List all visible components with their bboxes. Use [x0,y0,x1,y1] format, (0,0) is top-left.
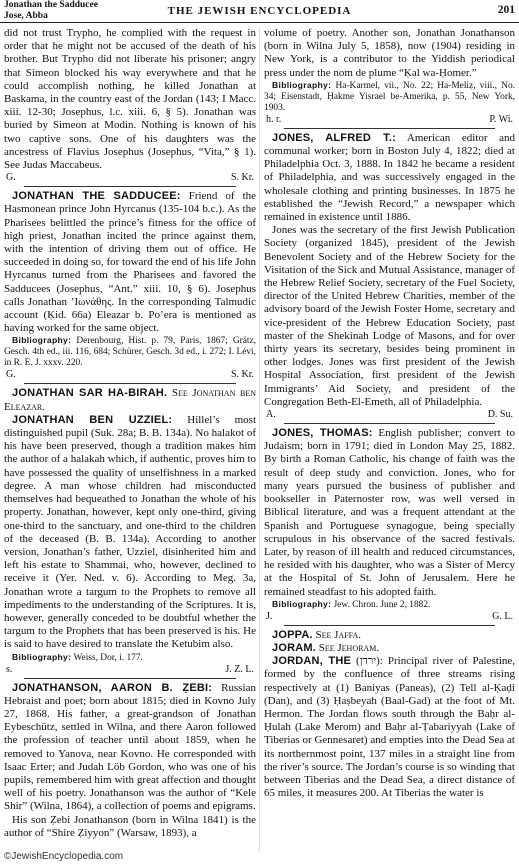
signature-line [264,114,515,126]
bibliography-text: Weiss, Dor, i. 177. [71,652,143,663]
bibliography-label: Bibliography: [12,651,72,662]
signature-class: h. r. [266,113,282,125]
signature-line [4,369,256,381]
entry-headword: JORDAN, THE [272,655,352,668]
signature-line [264,611,515,623]
bibliography-label: Bibliography: [272,79,332,90]
bibliography [4,652,256,664]
right-column [264,27,515,851]
signature-author: S. Kr. [230,369,254,381]
entry-text: Friend of the Hasmonean prince John Hyrcanus (135-104 b.c.). As the Pharisees belittled the prince’s fitness for the office of high priest, Jonathan incited the prince against them, with the intention of driving them out of office. He succeeded in doing so, for toward the end of his life John Hyrcanus turned from the Pharisees and favored the Sadducees (Josephus, “Ant.” xiii. 10, § 6). Josephus calls Jonathan ’Ιωνάθης. In the corresponding Talmudic account (Ḳid. 66a) Eleazar b. Po’era is mentioned as having worked for the same object. [4,190,256,335]
entry-headword: JONATHANSON, AARON B. ẒEBI: [12,681,213,694]
entry-headword: JONATHAN BEN UZZIEL: [12,413,173,426]
entry-text: See Jaffa. [312,628,362,641]
entry-headword: JONES, THOMAS: [272,427,373,440]
entry-separator [24,383,236,384]
entry-separator [24,186,236,187]
signature-class: G. [6,172,16,184]
site-credit: ©JewishEncyclopedia.com [4,851,124,862]
entry-headword: JONATHAN THE SADDUCEE: [12,190,181,203]
entry-text: See Jehoram. [315,641,380,654]
entry-separator [284,423,495,424]
entry-joram [264,642,515,655]
running-head-last: Jose, Abba [4,10,48,21]
bibliography-text: Jew. Chron. June 2, 1882. [331,599,431,610]
signature-class: G. [6,369,16,381]
column-divider [259,27,260,851]
bibliography-label: Bibliography: [12,335,72,346]
signature-class: A. [266,409,276,421]
paragraph: Jones was the secretary of the first Jewish Publication Society (organized 1845), president of the Jewish Benevolent Society and of the Hebrew Society for the Visitation of the Sick and Mutual Assistance, manager of the Hebrew Relief Society, secretary of the Fuel Society, director of the United Hebrew Charities, member of the advisory board of the Jewish Foster Home, secretary and vice-president of the Hebrew Education Society, past master of the Shekinah Lodge of Masons, and for over thirty years its secretary, besides being prominent in other lodges. Jones was first president of the Jewish Hospital Association, first president of the Jewish Immigrants’ Aid Society, and president of the Congregation Beth-El-Emeth, all of Philadelphia. [264,224,515,408]
page-number: 201 [497,4,515,16]
entry-jones-thomas [264,427,515,599]
entry-text: English publisher; convert to Judaism; born in 1791; died in London May 25, 1882. By birth a Roman Catholic, his change of faith was the result of deep study and conviction. Jones, who for many years pursued the business of publisher and bookseller in Paternoster row, was well versed in Biblical literature, and was a frequent attendant at the Spanish and Portuguese synagogue, being specially scrupulous in his observance of the sacred festivals. Later, by reason of ill health and reduced circumstances, he resided with his daughter, who was a Sister of Mercy at the Hospital of St. John of Jerusalem. Here he remained steadfast to his adopted faith. [264,427,515,598]
entry-separator [24,678,236,679]
entry-separator [284,128,495,129]
entry-jonathan-ben-uzziel [4,414,256,652]
signature-author: D. Su. [487,409,513,421]
entry-text: Hillel’s most distinguished pupil (Suk. 28a; B. B. 134a). No halakot of his have been preserved, though a tradition makes him the author of a halakah which, if authentic, proves him to have possessed the quality of unselfishness in a marked degree. A man whose children had misconducted themselves had bequeathed to Jonathan the whole of his property. Jonathan, however, kept only one-third, giving one-third to the sanctuary, and one-third to the children of the deceased (B. B. 134a). According to another version, Jonathan’s father, Uzziel, disinherited him and left his estate to Shammai, who, however, declined to receive it (Yer. Ned. v. 6). According to Meg. 3a, Jonathan wrote a targum to the Prophets to remove all impediments to the understanding of the Scriptures. It is, however, generally conceded to be doubtful whether the targum to the Prophets that has been preserved is his. He is said to have desired to translate the Ketubim also. [4,413,256,651]
entry-headword: JONES, ALFRED T.: [272,131,396,144]
running-head-first: Jonathan the Sadducee [4,0,98,10]
signature-class: s. [6,663,13,675]
entry-separator [284,625,495,626]
entry-text: Principal river of Palestine, formed by the confluence of three streams rising respectively at (1) Baniyas (Paneas), (2) Tell al-Ḳaḍi (Dan), and (3) Ḥaṣbeyah (Baal-Gad) at the foot of Mt. Hermon. The Jordan flows south through the Baḥr al-Ḥulah (Lake Merom) and Baḥr al-Ṭabariyyah (Lake of Tiberias or Gennesaret) and empties into the Dead Sea at its northernmost point, 137 miles in a straight line from the river’s source. The Jordan’s course is so winding that between Tiberias and the Dead Sea, a direct distance of 65 miles, it measures 200. At Tiberias the water is [264,655,515,800]
signature-line [4,172,256,184]
bibliography [264,80,515,114]
signature-line [264,409,515,421]
bibliography [264,599,515,611]
entry-hebrew: (ירדן): [351,655,383,668]
bibliography [4,335,256,369]
entry-text: American editor and communal worker; born in Boston July 4, 1822; died at Philadelphia Oct. 3, 1888. In 1842 he became a resident of Philadelphia, and was successively engaged in the wholesale clothing and printing businesses. In 1875 he established the “Jewish Record,” a newspaper which remained in existence until 1886. [264,131,515,224]
page-header [0,0,519,23]
entry-headword: JOPPA. [272,628,313,641]
entry-jordan [264,655,515,800]
bibliography-text: Derenbourg, Hist. p. 79, Paris, 1867; Grätz, Gesch. 4th ed., iii. 116, 684; Schürer, Gesch. 3d ed., i. 272; I. Lévi, in R. E. J. xxxv. 220. [4,336,256,369]
entry-jonathan-the-sadducee [4,190,256,335]
paragraph: did not trust Trypho, he complied with the request in order that he might not be accused of the death of his brother. But Trypho did not liberate his prisoner; angry that Simeon blocked his way everywhere and that he could accomplish nothing, he killed Jonathan at Baskama, in the country east of the Jordan (143; I Macc. xiii. 12-30; Josephus, l.c. xiii. 6, § 5). Jonathan was buried by Simeon at Modin. Nothing is known of his two captive sons. One of his daughters was the ancestress of Flavius Josephus (Josephus, “Vita,” § 1). See Judas Maccabeus. [4,27,256,172]
entry-text: Russian Hebraist and poet; born about 1815; died in Kovno July 27, 1868. His father, a great-grandson of Jonathan Eybeschütz, settled in Wilna, and there Aaron followed the profession of teacher until about 1859, when he removed to Yanova, near Kovno. He corresponded with Isaac Erter; and Judah Löb Gordon, who was one of his pupils, remembered him with great affection and thought well of his poetry. Jonathanson was the author of “Kele Shir” (Wilna, 1864), a collection of poems and epigrams. [4,681,256,813]
signature-author: P. Wi. [489,113,513,125]
signature-author: G. L. [492,610,513,622]
entry-jonathanson-aaron [4,682,256,814]
entry-jones-alfred [264,132,515,224]
signature-author: J. Z. L. [225,663,254,675]
entry-headword: JORAM. [272,641,316,654]
signature-class: J. [266,610,273,622]
entry-text: See Jonathan ben Eleazar. [4,387,256,413]
page-title: THE JEWISH ENCYCLOPEDIA [167,5,352,17]
left-column [4,27,256,851]
entry-joppa [264,629,515,642]
bibliography-label: Bibliography: [272,598,332,609]
bibliography-text: Ha-Karmel, vii., No. 22; Ha-Meliẓ, viii., No. 34; Eisenstadt, Ḥakme Yisrael be-Amerika, p. 55, New York, 1903. [264,80,515,113]
signature-author: S. Kr. [230,172,254,184]
paragraph: His son Ẓebi Jonathanson (born in Wilna 1841) is the author of “Shire Ẓiyyon” (Warsaw, 1893), a [4,813,256,839]
entry-headword: JONATHAN SAR HA-BIRAH. [12,387,168,400]
signature-line [4,664,256,676]
entry-jonathan-sar-ha-birah [4,387,256,413]
paragraph: volume of poetry. Another son, Jonathan Jonathanson (born in Wilna July 5, 1858), now (1904) residing in New York, is a contributor to the Yiddish periodical press under the nom de plume “Ḳal wa-Ḥomer.” [264,27,515,79]
